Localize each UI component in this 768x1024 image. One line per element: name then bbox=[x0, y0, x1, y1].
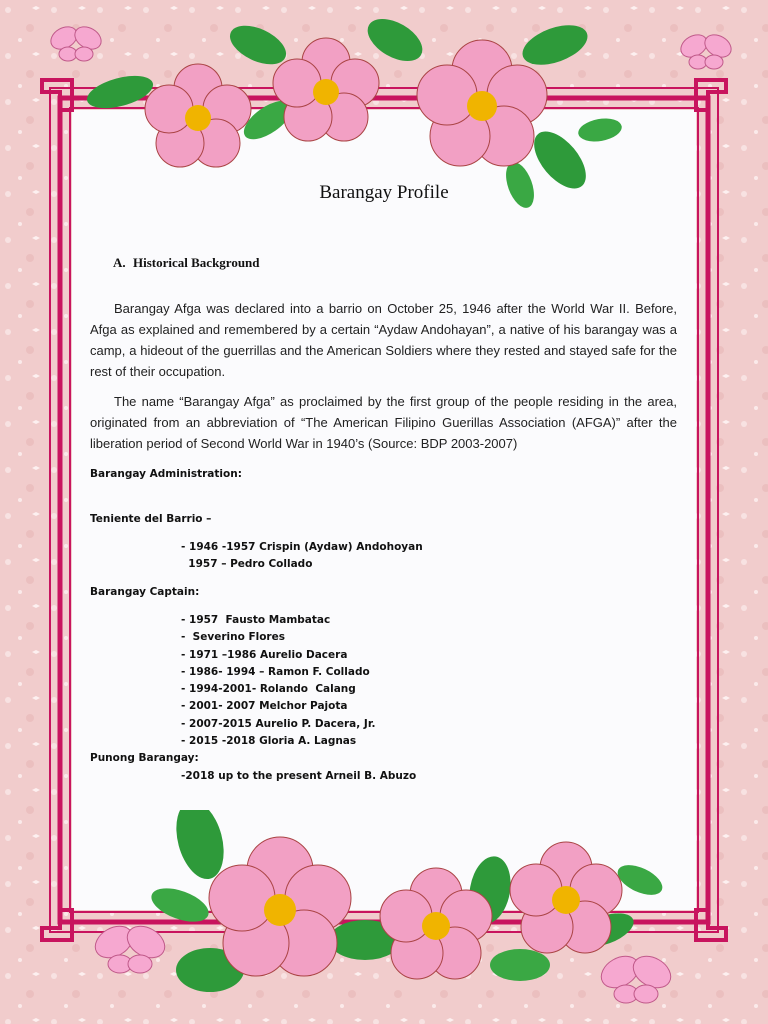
list-item: - 1971 –1986 Aurelio Dacera bbox=[181, 648, 348, 661]
paragraph-history: Barangay Afga was declared into a barrio on October 25, 1946 after the World War II. Before, Afga as explained and remembered by a certain “Aydaw Andohayan”, a native of his barangay was a camp, a hideout of the guerrillas and the American Soldiers where they rested and stayed safe for the rest of their occupation. bbox=[90, 301, 677, 379]
list-item: - 1986- 1994 – Ramon F. Collado bbox=[181, 665, 370, 678]
list-item: - 2001- 2007 Melchor Pajota bbox=[181, 700, 348, 713]
list-item: - 1946 -1957 Crispin (Aydaw) Andohoyan bbox=[181, 541, 423, 553]
punong-list bbox=[181, 768, 416, 785]
section-heading bbox=[113, 255, 260, 271]
list-item: - 1957 Fausto Mambatac bbox=[181, 614, 331, 626]
section-letter: A. bbox=[113, 255, 126, 270]
teniente-list bbox=[181, 539, 423, 574]
captain-list bbox=[181, 612, 376, 750]
list-item: - 1994-2001- Rolando Calang bbox=[181, 683, 356, 696]
teniente-label: Teniente del Barrio – bbox=[90, 513, 212, 525]
page-title: Barangay Profile bbox=[319, 182, 449, 203]
captain-label: Barangay Captain: bbox=[90, 586, 200, 598]
list-item: 1957 – Pedro Collado bbox=[181, 558, 313, 571]
list-item: - 2007-2015 Aurelio P. Dacera, Jr. bbox=[181, 717, 376, 730]
section-title: Historical Background bbox=[133, 255, 260, 270]
punong-label: Punong Barangay: bbox=[90, 752, 199, 764]
paragraph-name-origin: The name “Barangay Afga” as proclaimed by the first group of the people residing in the area, originated from an abbreviation of “The American Filipino Guerillas Association (AFGA)” after the liberation period of Second World War in 1940’s (Source: BDP 2003-2007) bbox=[90, 394, 677, 451]
list-item: - Severino Flores bbox=[181, 631, 285, 644]
list-item: - 2015 -2018 Gloria A. Lagnas bbox=[181, 735, 357, 748]
list-item: -2018 up to the present Arneil B. Abuzo bbox=[181, 770, 417, 782]
administration-label: Barangay Administration: bbox=[90, 468, 242, 480]
